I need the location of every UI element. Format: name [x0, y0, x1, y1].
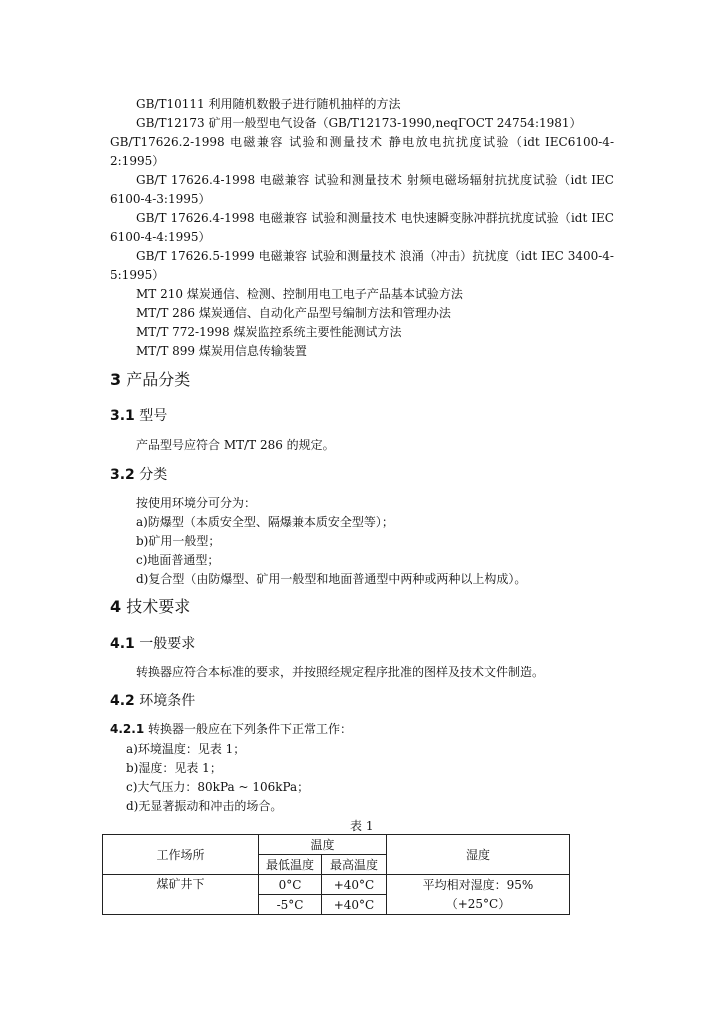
ref-gbt17626-5-cont: 5:1995）: [110, 268, 165, 282]
ref-gbt17626-4a: GB/T 17626.4-1998 电磁兼容 试验和测量技术 射频电磁场辐射抗扰度试验（idt IEC: [136, 173, 614, 187]
cell-row1-min: 0°C: [259, 875, 322, 895]
section-3-2-intro: 按使用环境分可分为：: [136, 496, 257, 510]
section-4-2-heading: 4.2 环境条件: [110, 693, 196, 709]
ref-gbt17626-4a-cont: 6100-4-3:1995）: [110, 192, 211, 206]
section-4-2-1-heading: 4.2.1 转换器一般应在下列条件下正常工作：: [110, 722, 353, 736]
cell-row2-max: +40°C: [322, 895, 387, 915]
section-3-1-heading: 3.1 型号: [110, 408, 168, 424]
ref-gbt10111: GB/T10111 利用随机数骰子进行随机抽样的方法: [136, 97, 401, 111]
env-item-b: b)湿度：见表 1；: [126, 761, 222, 775]
env-item-c: c)大气压力：80kPa ~ 106kPa；: [126, 780, 310, 794]
ref-gbt17626-2-cont: 2:1995）: [110, 154, 165, 168]
ref-mtt899: MT/T 899 煤炭用信息传输装置: [136, 344, 307, 358]
table-1: [102, 834, 570, 915]
class-item-b: b)矿用一般型；: [136, 534, 221, 548]
header-humidity: 湿度: [387, 835, 570, 875]
section-3-heading: 3 产品分类: [110, 370, 191, 389]
ref-gbt17626-5: GB/T 17626.5-1999 电磁兼容 试验和测量技术 浪涌（冲击）抗扰度（idt IEC 3400-4-: [136, 249, 614, 263]
ref-mtt286: MT/T 286 煤炭通信、自动化产品型号编制方法和管理办法: [136, 306, 451, 320]
cell-humidity: [387, 875, 570, 915]
section-3-1-text: 产品型号应符合 MT/T 286 的规定。: [136, 438, 335, 452]
humidity-line-1: 平均相对湿度：95%: [422, 877, 534, 892]
section-4-1-text: 转换器应符合本标准的要求，并按照经规定程序批准的图样及技术文件制造。: [136, 665, 545, 679]
section-4-heading: 4 技术要求: [110, 597, 191, 616]
ref-gbt17626-2: GB/T17626.2-1998 电磁兼容 试验和测量技术 静电放电抗扰度试验（idt IEC6100-4-: [110, 135, 614, 149]
env-item-a: a)环境温度：见表 1；: [126, 742, 246, 756]
ref-gbt17626-4b: GB/T 17626.4-1998 电磁兼容 试验和测量技术 电快速瞬变脉冲群抗扰度试验（idt IEC: [136, 211, 614, 225]
header-max-temp: 最高温度: [322, 855, 387, 875]
class-item-d: d)复合型（由防爆型、矿用一般型和地面普通型中两种或两种以上构成）。: [136, 572, 527, 586]
env-item-d: d)无显著振动和冲击的场合。: [126, 799, 283, 813]
ref-gbt17626-4b-cont: 6100-4-4:1995）: [110, 230, 211, 244]
ref-gbt12173: GB/T12173 矿用一般型电气设备（GB/T12173-1990,neqГОСТ 24754:1981）: [136, 116, 582, 130]
table-1-caption: 表 1: [350, 819, 374, 833]
header-place: 工作场所: [103, 835, 259, 875]
cell-row2-min: -5°C: [259, 895, 322, 915]
cell-place: 煤矿井下: [103, 875, 259, 915]
section-3-2-heading: 3.2 分类: [110, 467, 168, 483]
header-min-temp: 最低温度: [259, 855, 322, 875]
class-item-a: a)防爆型（本质安全型、隔爆兼本质安全型等）；: [136, 515, 394, 529]
cell-row1-max: +40°C: [322, 875, 387, 895]
class-item-c: c)地面普通型；: [136, 553, 220, 567]
ref-mtt772: MT/T 772-1998 煤炭监控系统主要性能测试方法: [136, 325, 402, 339]
ref-mt210: MT 210 煤炭通信、检测、控制用电工电子产品基本试验方法: [136, 287, 463, 301]
section-4-1-heading: 4.1 一般要求: [110, 636, 196, 652]
header-temperature: 温度: [259, 835, 387, 855]
humidity-line-2: （+25°C）: [445, 896, 511, 911]
